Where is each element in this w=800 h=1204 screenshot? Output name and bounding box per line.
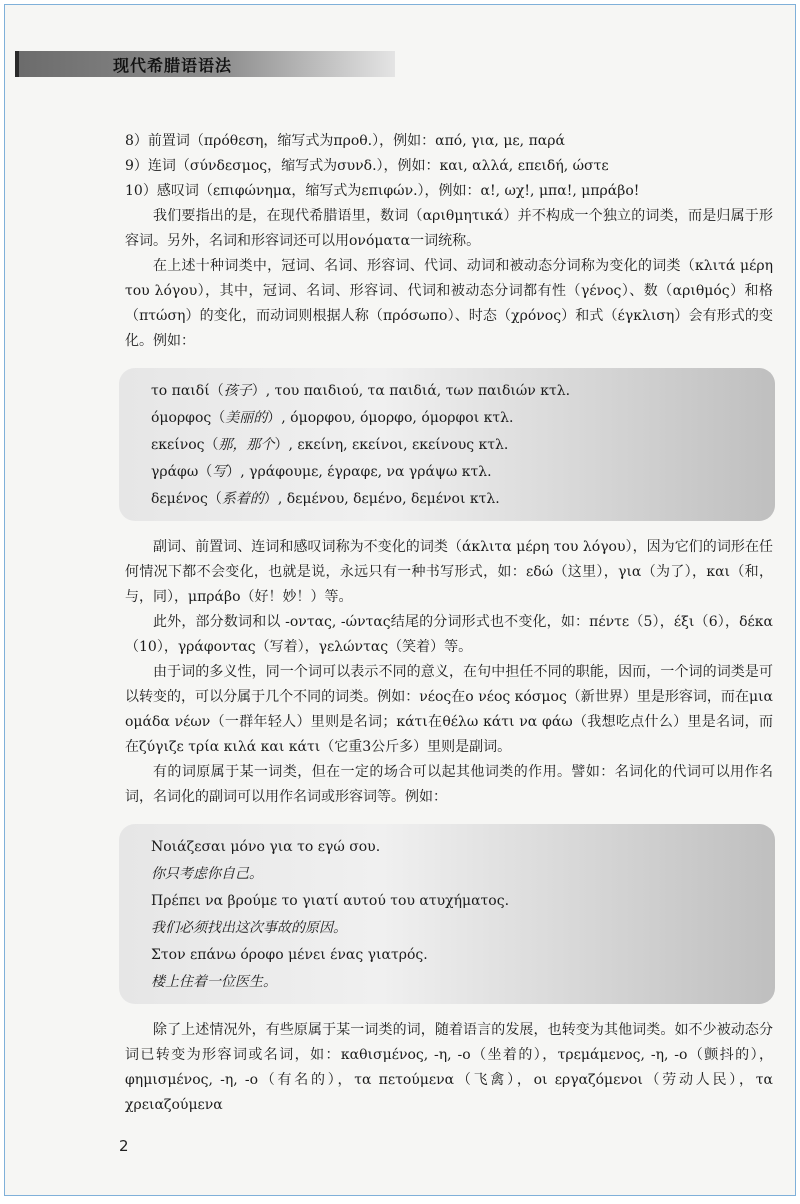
example-box-nominalization — [119, 824, 775, 1004]
list-item-interjections: 10）感叹词（επιφώνημα，缩写式为επιφών.），例如：α!, ωχ!, μπα!, μπράβο! — [125, 183, 640, 199]
example-line: το παιδί（孩子）, του παιδιού, τα παιδιά, των παιδιών κτλ. — [151, 383, 571, 399]
page-number: 2 — [119, 1137, 129, 1155]
book-page — [4, 4, 796, 1196]
paragraph-nominalization: 有的词原属于某一词类，但在一定的场合可以起其他词类的作用。譬如：名词化的代词可以用作名词，名词化的副词可以用作名词或形容词等。例如： — [125, 764, 773, 805]
body-text — [125, 129, 773, 1118]
example-sentence-chinese: 你只考虑你自己。 — [151, 866, 263, 882]
paragraph-inflected-classes: 在上述十种词类中，冠词、名词、形容词、代词、动词和被动态分词称为变化的词类（κλιτά μέρη του λόγου），其中，冠词、名词、形容词、代词和被动态分词都有性（γένος）、数（αριθμός）和格（πτώση）的变化，而动词则根据人称（πρόσωπο）、时态（χρόνος）和式（έγκλιση）会有形式的变化。例如： — [125, 258, 773, 349]
running-header-title: 现代希腊语语法 — [113, 56, 233, 75]
example-line: όμορφος（美丽的）, όμορφου, όμορφο, όμορφοι κτλ. — [151, 410, 514, 426]
header-rule — [15, 51, 19, 77]
paragraph-invariable-numerals: 此外，部分数词和以 -οντας, -ώντας结尾的分词形式也不变化，如：πέντε（5），έξι（6），δέκα（10），γράφοντας（写着），γελώντας（笑着）等。 — [125, 614, 773, 655]
paragraph-invariable-classes: 副词、前置词、连词和感叹词称为不变化的词类（άκλιτα μέρη του λόγου），因为它们的词形在任何情况下都不会变化，也就是说，永远只有一种书写形式，如：εδώ（这里），για（为了），και（和，与，同），μπράβο（好！妙！）等。 — [125, 539, 773, 605]
example-sentence-greek: Πρέπει να βρούμε το γιατί αυτού του ατυχήματος. — [151, 893, 510, 909]
example-line: δεμένος（系着的）, δεμένου, δεμένο, δεμένοι κτλ. — [151, 491, 500, 507]
example-sentence-chinese: 我们必须找出这次事故的原因。 — [151, 920, 347, 936]
example-sentence-chinese: 楼上住着一位医生。 — [151, 974, 277, 990]
example-line: γράφω（写）, γράφουμε, έγραφε, να γράψω κτλ. — [151, 464, 492, 480]
list-item-prepositions: 8）前置词（πρόθεση，缩写式为προθ.），例如：από, για, με, παρά — [125, 133, 565, 149]
example-line: εκείνος（那，那个）, εκείνη, εκείνοι, εκείνους κτλ. — [151, 437, 509, 453]
example-sentence-greek: Στον επάνω όροφο μένει ένας γιατρός. — [151, 947, 428, 963]
list-item-conjunctions: 9）连词（σύνδεσμος，缩写式为συνδ.），例如：και, αλλά, επειδή, ώστε — [125, 158, 609, 174]
paragraph-polysemy: 由于词的多义性，同一个词可以表示不同的意义，在句中担任不同的职能，因而，一个词的词类是可以转变的，可以分属于几个不同的词类。例如：νέος在ο νέος κόσμος（新世界）里是形容词，而在μια ομάδα νέων（一群年轻人）里则是名词；κάτι在θέλω κάτι να φάω（我想吃点什么）里是名词，而在ζύγιζε τρία κιλά και κάτι（它重3公斤多）里则是副词。 — [125, 664, 773, 755]
paragraph-participles: 除了上述情况外，有些原属于某一词类的词，随着语言的发展，也转变为其他词类。如不少被动态分词已转变为形容词或名词，如：καθισμένος, -η, -ο（坐着的），τρεμάμενος, -η, -ο（颤抖的），φημισμένος, -η, -ο（有名的），τα πετούμενα（飞禽），οι εργαζόμενοι（劳动人民），τα χρειαζούμενα — [125, 1022, 773, 1113]
example-box-inflection — [119, 368, 775, 521]
example-sentence-greek: Νοιάζεσαι μόνο για το εγώ σου. — [151, 839, 381, 855]
paragraph-numerals: 我们要指出的是，在现代希腊语里，数词（αριθμητικά）并不构成一个独立的词类，而是归属于形容词。另外，名词和形容词还可以用ονόματα一词统称。 — [125, 208, 773, 249]
